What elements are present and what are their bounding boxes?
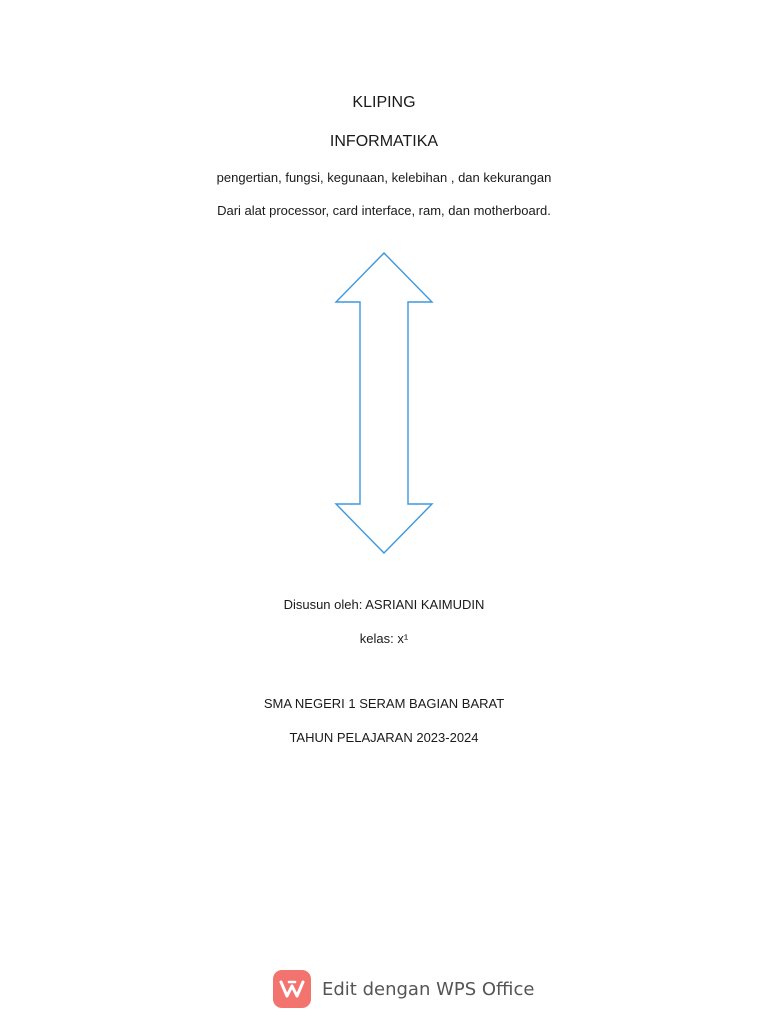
topic-line-1: pengertian, fungsi, kegunaan, kelebihan , dan kekurangan	[216, 170, 552, 185]
school-name: SMA NEGERI 1 SERAM BAGIAN BARAT	[263, 696, 505, 711]
document-subject: INFORMATIKA	[329, 133, 439, 150]
topic-line-2: Dari alat processor, card interface, ram, dan motherboard.	[217, 203, 551, 218]
edit-with-wps-label: Edit dengan WPS Office	[322, 978, 535, 1000]
document-title: KLIPING	[352, 94, 416, 111]
edit-with-wps-button[interactable]	[273, 968, 534, 1010]
academic-year: TAHUN PELAJARAN 2023-2024	[289, 730, 479, 745]
author-line: Disusun oleh: ASRIANI KAIMUDIN	[283, 597, 485, 612]
wps-logo-icon	[273, 970, 311, 1008]
double-vertical-arrow-icon	[334, 252, 434, 556]
class-line: kelas: x¹	[359, 631, 409, 646]
